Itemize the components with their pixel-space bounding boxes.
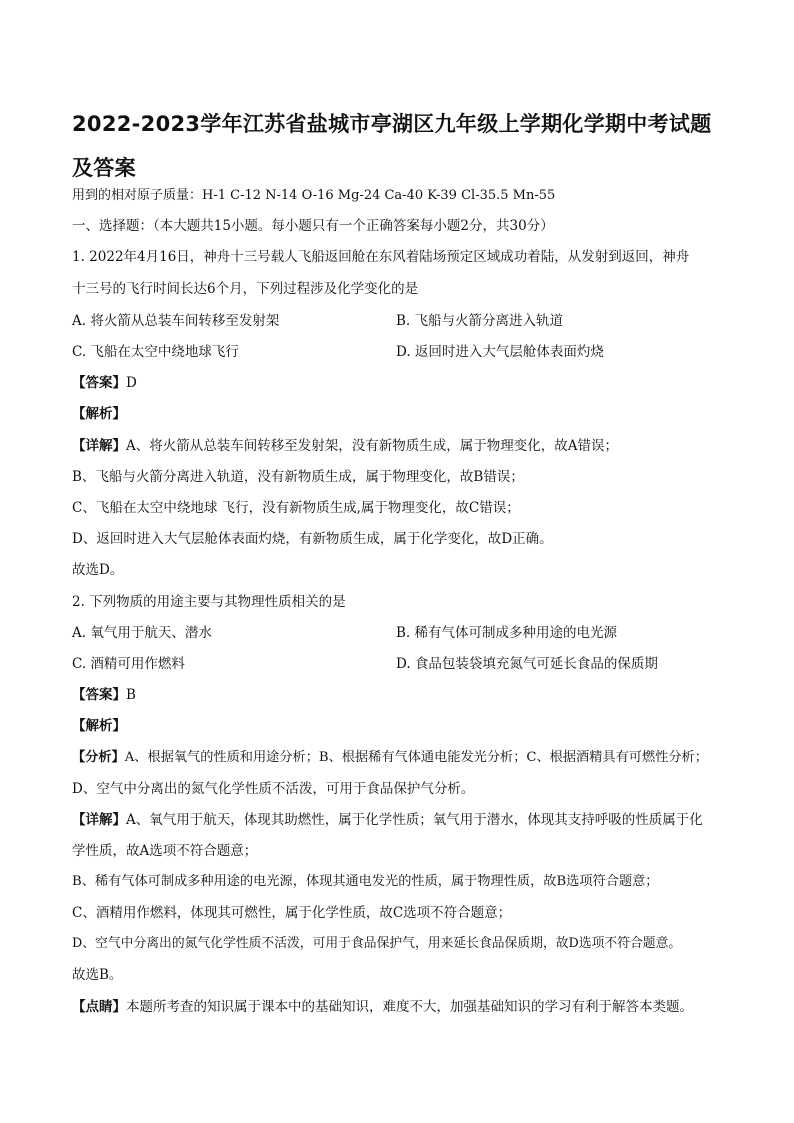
- q1-option-a: A. 将火箭从总装车间转移至发射架: [72, 313, 280, 329]
- q1-option-b: B. 飞船与火箭分离进入轨道: [396, 313, 564, 329]
- q2-option-d: D. 食品包装袋填充氮气可延长食品的保质期: [396, 656, 658, 672]
- q2-option-c: C. 酒精可用作燃料: [72, 656, 185, 672]
- q2-dianjing-line: [72, 998, 693, 1016]
- q2-stem: 2. 下列物质的用途主要与其物理性质相关的是: [72, 594, 346, 610]
- q2-detail-tag: 【详解】: [72, 812, 126, 828]
- q1-option-d: D. 返回时进入大气层舱体表面灼烧: [396, 344, 604, 360]
- q1-detail-a: A、将火箭从总装车间转移至发射架，没有新物质生成，属于物理变化，故A错误；: [126, 438, 618, 454]
- q2-option-b: B. 稀有气体可制成多种用途的电光源: [396, 625, 618, 641]
- section-heading: 一、选择题：（本大题共15小题。每小题只有一个正确答案每小题2分，共30分）: [72, 218, 554, 234]
- q1-detail-c: C、飞船在太空中绕地球 飞行，没有新物质生成,属于物理变化，故C错误；: [72, 500, 520, 516]
- q1-option-c: C. 飞船在太空中绕地球飞行: [72, 344, 239, 360]
- q1-stem-line1: 1. 2022年4月16日，神舟十三号载人飞船返回舱在东风着陆场预定区域成功着陆，从发射到返回，神舟: [72, 249, 690, 265]
- q2-option-a: A. 氧气用于航天、潜水: [72, 625, 212, 641]
- q1-detail-a-line: [72, 437, 618, 455]
- q2-analysis-tag: 【解析】: [72, 718, 126, 734]
- q2-detail-a-line1: [72, 811, 703, 829]
- q1-detail-tag: 【详解】: [72, 438, 126, 454]
- q1-detail-d: D、返回时进入大气层舱体表面灼烧，有新物质生成，属于化学变化，故D正确。: [72, 531, 553, 547]
- q2-answer-tag: 【答案】: [72, 687, 126, 703]
- q2-answer-line: [72, 686, 136, 704]
- q2-dianjing-tag: 【点睛】: [72, 999, 126, 1015]
- q2-detail-c: C、酒精用作燃料，体现其可燃性，属于化学性质，故C选项不符合题意；: [72, 905, 512, 921]
- q2-detail-a1: A、氧气用于航天，体现其助燃性，属于化学性质；氧气用于潜水，体现其支持呼吸的性质属于化: [126, 812, 703, 828]
- q2-answer: B: [126, 687, 136, 703]
- page-title: 2022-2023学年江苏省盐城市亭湖区九年级上学期化学期中考试题及答案: [72, 112, 712, 180]
- q2-detail-a-line2: 学性质，故A选项不符合题意；: [72, 843, 258, 859]
- q1-answer-tag: 【答案】: [72, 375, 126, 391]
- q2-detail-d: D、空气中分离出的氮气化学性质不活泼，可用于食品保护气，用来延长食品保质期，故D选项不符合题意。: [72, 936, 682, 951]
- q2-detail-b: B、稀有气体可制成多种用途的电光源，体现其通电发光的性质，属于物理性质，故B选项符合题意；: [72, 874, 659, 889]
- q2-fenxi-text1: A、根据氧气的性质和用途分析；B、根据稀有气体通电能发光分析；C、根据酒精具有可燃性分析；: [124, 750, 708, 765]
- q2-fenxi-line2: D、空气中分离出的氮气化学性质不活泼，可用于食品保护气分析。: [72, 781, 475, 797]
- q1-answer: D: [126, 375, 137, 391]
- q2-fenxi-tag: 【分析】: [72, 750, 125, 765]
- q1-stem-line2: 十三号的飞行时间长达6个月，下列过程涉及化学变化的是: [72, 281, 419, 297]
- q2-dianjing: 本题所考查的知识属于课本中的基础知识，难度不大，加强基础知识的学习有利于解答本类题。: [126, 999, 693, 1015]
- q2-conclusion: 故选B。: [72, 967, 123, 983]
- q1-answer-line: [72, 374, 137, 392]
- q1-conclusion: 故选D。: [72, 562, 124, 578]
- atomic-mass-line: 用到的相对原子质量：H-1 C-12 N-14 O-16 Mg-24 Ca-40 K-39 Cl-35.5 Mn-55: [72, 188, 556, 203]
- q1-analysis-tag: 【解析】: [72, 406, 126, 422]
- q2-fenxi-line1: [72, 749, 708, 767]
- q1-detail-b: B、飞船与火箭分离进入轨道，没有新物质生成，属于物理变化，故B错误；: [72, 469, 524, 485]
